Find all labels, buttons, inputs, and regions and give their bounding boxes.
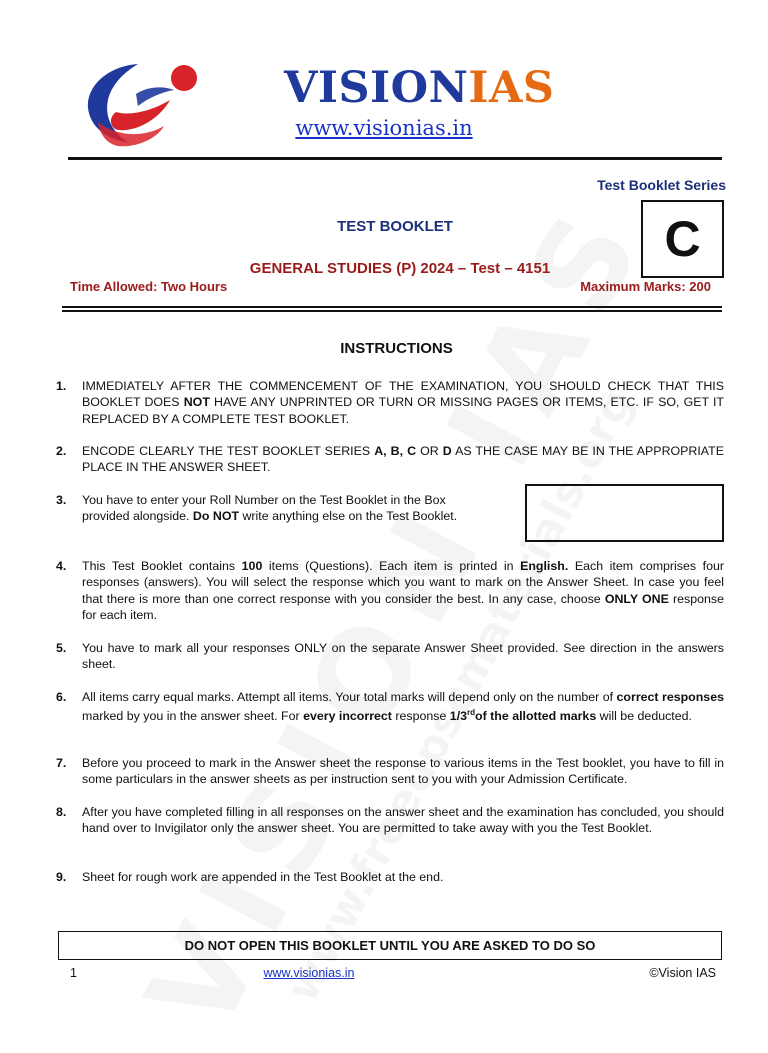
footer-url-line: [0, 966, 618, 980]
item-text: This Test Booklet contains 100 items (Questions). Each item is printed in English. Each item comprises four responses (answers). You will select the response which you want to mark on the Answer Sheet. In case you feel that there is more than one correct response with you consider the best. In any case, choose ONLY ONE response for each item.: [82, 559, 724, 622]
item-text: IMMEDIATELY AFTER THE COMMENCEMENT OF THE EXAMINATION, YOU SHOULD CHECK THAT THIS BOOKLET DOES NOT HAVE ANY UNPRINTED OR TURN OR MISSING PAGES OR ITEMS, ETC. IF SO, GET IT REPLACED BY A COMPLETE TEST BOOKLET.: [82, 379, 725, 426]
item-number: 7.: [56, 756, 67, 770]
series-letter-box: C: [641, 200, 724, 278]
item-number: 6.: [56, 690, 67, 704]
brand-part-ias: IAS: [468, 63, 555, 113]
instruction-item-6: [56, 689, 724, 725]
instruction-item-2: [56, 443, 724, 476]
website-line: [0, 116, 768, 140]
footer-copyright: ©Vision IAS: [649, 966, 716, 980]
item-text: Sheet for rough work are appended in the Test Booklet at the end.: [82, 870, 444, 884]
instruction-item-3: [56, 492, 496, 525]
paper-title: GENERAL STUDIES (P) 2024 – Test – 4151: [249, 260, 551, 277]
time-allowed: Time Allowed: Two Hours: [70, 279, 228, 294]
instruction-item-1: [56, 378, 724, 427]
item-text: Before you proceed to mark in the Answer sheet the response to various items in the Test booklet, you have to fill in some particulars in the answer sheets as per instruction sent to you with your Admission Certificate.: [82, 756, 724, 787]
item-number: 4.: [56, 559, 67, 573]
item-text: ENCODE CLEARLY THE TEST BOOKLET SERIES A, B, C OR D AS THE CASE MAY BE IN THE APPROPRIATE PLACE IN THE ANSWER SHEET.: [82, 444, 724, 475]
instruction-item-7: [56, 755, 724, 788]
instruction-item-5: [56, 640, 724, 673]
item-number: 2.: [56, 444, 67, 458]
footer-website-link[interactable]: www.visionias.in: [263, 966, 355, 980]
header-divider: [68, 157, 722, 160]
do-not-open-notice: DO NOT OPEN THIS BOOKLET UNTIL YOU ARE ASKED TO DO SO: [58, 931, 722, 960]
instruction-item-9: [56, 869, 724, 885]
item-number: 8.: [56, 805, 67, 819]
maximum-marks: Maximum Marks: 200: [580, 279, 711, 294]
item-number: 5.: [56, 641, 67, 655]
double-rule-top: [62, 306, 722, 308]
item-text: After you have completed filling in all responses on the answer sheet and the examination has concluded, you should hand over to Invigilator only the answer sheet. You are permitted to take away with you the Test Booklet.: [82, 805, 724, 836]
instruction-item-4: [56, 558, 724, 623]
item-text: All items carry equal marks. Attempt all items. Your total marks will depend only on the number of correct responses marked by you in the answer sheet. For every incorrect response 1/3rdof the allotted marks will be deducted.: [82, 690, 724, 724]
item-number: 9.: [56, 870, 67, 884]
brand-part-vision: VISION: [284, 63, 469, 113]
item-number: 1.: [56, 379, 67, 393]
item-text: You have to enter your Roll Number on the Test Booklet in the Box provided alongside. Do NOT write anything else on the Test Booklet.: [82, 493, 458, 524]
item-number: 3.: [56, 493, 67, 507]
item-text: You have to mark all your responses ONLY on the separate Answer Sheet provided. See direction in the answers sheet.: [82, 641, 724, 672]
page-number: 1: [70, 966, 77, 980]
website-link[interactable]: www.visionias.in: [295, 116, 473, 140]
roll-number-box[interactable]: [525, 484, 724, 542]
test-booklet-series-label: Test Booklet Series: [597, 177, 726, 193]
double-rule-bottom: [62, 310, 722, 312]
booklet-title: TEST BOOKLET: [337, 218, 453, 235]
brand-title: [284, 62, 554, 114]
instructions-heading: INSTRUCTIONS: [340, 340, 453, 357]
instruction-item-8: [56, 804, 724, 837]
